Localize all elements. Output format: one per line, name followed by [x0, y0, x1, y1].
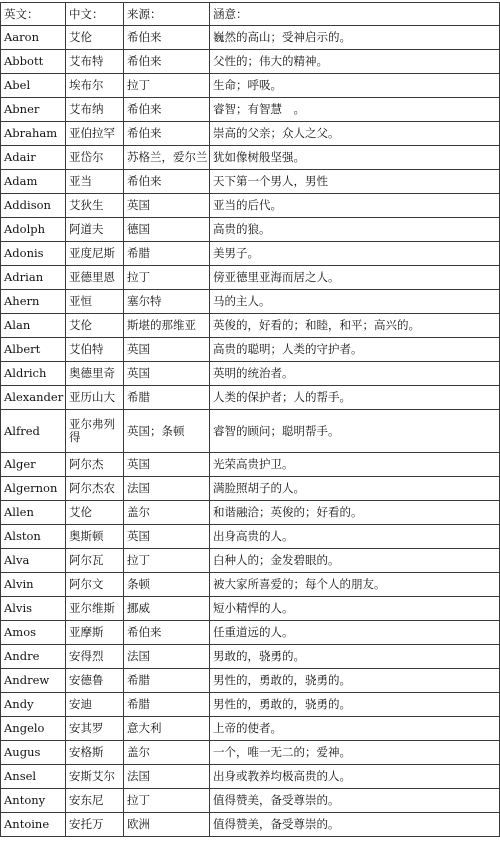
table-row [1, 549, 500, 573]
cell-english-name: Alfred [1, 410, 66, 453]
cell-english-name: Algernon [1, 477, 66, 501]
cell-meaning: 巍然的高山；受神启示的。 [210, 26, 500, 50]
table-row [1, 597, 500, 621]
cell-english-name: Abel [1, 74, 66, 98]
cell-origin: 法国 [124, 477, 210, 501]
cell-chinese-name: 艾伦 [66, 26, 124, 50]
cell-english-name: Alvis [1, 597, 66, 621]
cell-chinese-name: 亚当 [66, 170, 124, 194]
cell-chinese-name: 安东尼 [66, 789, 124, 813]
header-origin: 来源： [124, 3, 210, 26]
table-row [1, 717, 500, 741]
table-row [1, 765, 500, 789]
table-row [1, 338, 500, 362]
cell-english-name: Aldrich [1, 362, 66, 386]
cell-english-name: Andre [1, 645, 66, 669]
cell-origin: 希伯来 [124, 621, 210, 645]
cell-english-name: Adrian [1, 266, 66, 290]
cell-chinese-name: 埃布尔 [66, 74, 124, 98]
cell-meaning: 父性的；伟大的精神。 [210, 50, 500, 74]
cell-origin: 希伯来 [124, 122, 210, 146]
cell-chinese-name: 奥德里奇 [66, 362, 124, 386]
cell-english-name: Amos [1, 621, 66, 645]
cell-chinese-name: 安迪 [66, 693, 124, 717]
cell-chinese-name: 亚尔维斯 [66, 597, 124, 621]
cell-meaning: 白种人的；金发碧眼的。 [210, 549, 500, 573]
table-row [1, 525, 500, 549]
cell-chinese-name: 安格斯 [66, 741, 124, 765]
cell-chinese-name: 阿尔杰 [66, 453, 124, 477]
cell-chinese-name: 阿尔瓦 [66, 549, 124, 573]
cell-origin: 希伯来 [124, 170, 210, 194]
table-row [1, 501, 500, 525]
cell-chinese-name: 安斯艾尔 [66, 765, 124, 789]
table-header-row [1, 3, 500, 26]
cell-meaning: 男敢的，骁勇的。 [210, 645, 500, 669]
table-row [1, 362, 500, 386]
table-row [1, 26, 500, 50]
cell-meaning: 天下第一个男人，男性 [210, 170, 500, 194]
table-row [1, 693, 500, 717]
cell-origin: 挪威 [124, 597, 210, 621]
cell-meaning: 出身或教养均极高贵的人。 [210, 765, 500, 789]
table-row [1, 410, 500, 453]
cell-english-name: Alvin [1, 573, 66, 597]
table-row [1, 266, 500, 290]
cell-english-name: Augus [1, 741, 66, 765]
cell-meaning: 生命；呼吸。 [210, 74, 500, 98]
cell-origin: 希腊 [124, 386, 210, 410]
cell-origin: 盖尔 [124, 741, 210, 765]
table-row [1, 813, 500, 837]
cell-meaning: 光荣高贵护卫。 [210, 453, 500, 477]
header-chinese: 中文： [66, 3, 124, 26]
cell-meaning: 值得赞美，备受尊崇的。 [210, 789, 500, 813]
table-body [1, 26, 500, 837]
cell-english-name: Andrew [1, 669, 66, 693]
cell-english-name: Alan [1, 314, 66, 338]
cell-origin: 拉丁 [124, 789, 210, 813]
cell-english-name: Adam [1, 170, 66, 194]
cell-origin: 希腊 [124, 693, 210, 717]
cell-meaning: 犹如像树般坚强。 [210, 146, 500, 170]
cell-meaning: 崇高的父亲；众人之父。 [210, 122, 500, 146]
cell-english-name: Abner [1, 98, 66, 122]
cell-origin: 希伯来 [124, 98, 210, 122]
cell-english-name: Ahern [1, 290, 66, 314]
cell-origin: 盖尔 [124, 501, 210, 525]
cell-meaning: 短小精悍的人。 [210, 597, 500, 621]
cell-meaning: 人类的保护者；人的帮手。 [210, 386, 500, 410]
cell-chinese-name: 亚恒 [66, 290, 124, 314]
table-row [1, 98, 500, 122]
table-row [1, 74, 500, 98]
cell-english-name: Alva [1, 549, 66, 573]
cell-chinese-name: 安托万 [66, 813, 124, 837]
cell-meaning: 亚当的后代。 [210, 194, 500, 218]
cell-meaning: 傍亚德里亚海而居之人。 [210, 266, 500, 290]
cell-meaning: 英俊的，好看的；和睦，和平；高兴的。 [210, 314, 500, 338]
cell-origin: 希伯来 [124, 26, 210, 50]
cell-chinese-name: 亚历山大 [66, 386, 124, 410]
cell-chinese-name: 奥斯顿 [66, 525, 124, 549]
cell-origin: 法国 [124, 645, 210, 669]
cell-english-name: Antoine [1, 813, 66, 837]
cell-chinese-name: 阿尔文 [66, 573, 124, 597]
name-meaning-table [0, 2, 500, 837]
cell-chinese-name: 亚岱尔 [66, 146, 124, 170]
cell-origin: 拉丁 [124, 266, 210, 290]
cell-meaning: 任重道远的人。 [210, 621, 500, 645]
cell-chinese-name: 艾狄生 [66, 194, 124, 218]
table-row [1, 621, 500, 645]
table-row [1, 477, 500, 501]
cell-chinese-name: 安得烈 [66, 645, 124, 669]
table-row [1, 242, 500, 266]
cell-origin: 英国 [124, 194, 210, 218]
cell-english-name: Andy [1, 693, 66, 717]
cell-meaning: 高贵的聪明；人类的守护者。 [210, 338, 500, 362]
cell-origin: 拉丁 [124, 549, 210, 573]
cell-meaning: 一个，唯一无二的；爱神。 [210, 741, 500, 765]
cell-chinese-name: 安德鲁 [66, 669, 124, 693]
cell-origin: 拉丁 [124, 74, 210, 98]
cell-meaning: 男性的，勇敢的，骁勇的。 [210, 669, 500, 693]
cell-meaning: 睿智的顾问；聪明帮手。 [210, 410, 500, 453]
cell-origin: 希腊 [124, 242, 210, 266]
cell-meaning: 出身高贵的人。 [210, 525, 500, 549]
cell-meaning: 男性的，勇敢的，骁勇的。 [210, 693, 500, 717]
table-row [1, 386, 500, 410]
cell-origin: 英国；条顿 [124, 410, 210, 453]
cell-chinese-name: 亚度尼斯 [66, 242, 124, 266]
cell-chinese-name: 亚摩斯 [66, 621, 124, 645]
cell-chinese-name: 艾布特 [66, 50, 124, 74]
cell-origin: 希腊 [124, 669, 210, 693]
cell-chinese-name: 阿道夫 [66, 218, 124, 242]
table-row [1, 453, 500, 477]
cell-origin: 英国 [124, 362, 210, 386]
cell-english-name: Allen [1, 501, 66, 525]
header-meaning: 涵意： [210, 3, 500, 26]
table-row [1, 314, 500, 338]
table-row [1, 290, 500, 314]
cell-origin: 英国 [124, 525, 210, 549]
table-row [1, 170, 500, 194]
table-row [1, 194, 500, 218]
cell-chinese-name: 艾伯特 [66, 338, 124, 362]
cell-english-name: Alexander [1, 386, 66, 410]
cell-origin: 英国 [124, 453, 210, 477]
cell-origin: 希伯来 [124, 50, 210, 74]
cell-meaning: 英明的统治者。 [210, 362, 500, 386]
table-row [1, 218, 500, 242]
cell-origin: 条顿 [124, 573, 210, 597]
cell-meaning: 马的主人。 [210, 290, 500, 314]
cell-english-name: Antony [1, 789, 66, 813]
cell-chinese-name: 艾布纳 [66, 98, 124, 122]
cell-origin: 苏格兰，爱尔兰 [124, 146, 210, 170]
cell-origin: 英国 [124, 338, 210, 362]
cell-english-name: Alger [1, 453, 66, 477]
cell-origin: 塞尔特 [124, 290, 210, 314]
cell-english-name: Adonis [1, 242, 66, 266]
cell-english-name: Albert [1, 338, 66, 362]
table-row [1, 741, 500, 765]
cell-meaning: 满脸照胡子的人。 [210, 477, 500, 501]
cell-meaning: 被大家所喜爱的；每个人的朋友。 [210, 573, 500, 597]
table-row [1, 122, 500, 146]
cell-chinese-name: 亚德里恩 [66, 266, 124, 290]
table-row [1, 645, 500, 669]
cell-english-name: Angelo [1, 717, 66, 741]
cell-english-name: Alston [1, 525, 66, 549]
cell-meaning: 和谐融洽；英俊的；好看的。 [210, 501, 500, 525]
cell-english-name: Adolph [1, 218, 66, 242]
header-english: 英文： [1, 3, 66, 26]
table-row [1, 146, 500, 170]
cell-origin: 德国 [124, 218, 210, 242]
cell-english-name: Aaron [1, 26, 66, 50]
table-row [1, 50, 500, 74]
cell-meaning: 高贵的狼。 [210, 218, 500, 242]
cell-chinese-name: 艾伦 [66, 314, 124, 338]
cell-origin: 法国 [124, 765, 210, 789]
cell-meaning: 值得赞美，备受尊崇的。 [210, 813, 500, 837]
cell-meaning: 美男子。 [210, 242, 500, 266]
cell-chinese-name: 亚尔弗列得 [66, 410, 124, 453]
cell-chinese-name: 阿尔杰农 [66, 477, 124, 501]
cell-english-name: Addison [1, 194, 66, 218]
cell-origin: 欧洲 [124, 813, 210, 837]
cell-english-name: Ansel [1, 765, 66, 789]
cell-chinese-name: 安其罗 [66, 717, 124, 741]
cell-meaning: 上帝的使者。 [210, 717, 500, 741]
name-table-container [0, 2, 499, 837]
cell-origin: 斯堪的那维亚 [124, 314, 210, 338]
table-row [1, 789, 500, 813]
table-row [1, 573, 500, 597]
cell-english-name: Abraham [1, 122, 66, 146]
table-row [1, 669, 500, 693]
cell-meaning: 睿智；有智慧 。 [210, 98, 500, 122]
cell-origin: 意大利 [124, 717, 210, 741]
cell-chinese-name: 艾伦 [66, 501, 124, 525]
cell-english-name: Abbott [1, 50, 66, 74]
cell-english-name: Adair [1, 146, 66, 170]
cell-chinese-name: 亚伯拉罕 [66, 122, 124, 146]
